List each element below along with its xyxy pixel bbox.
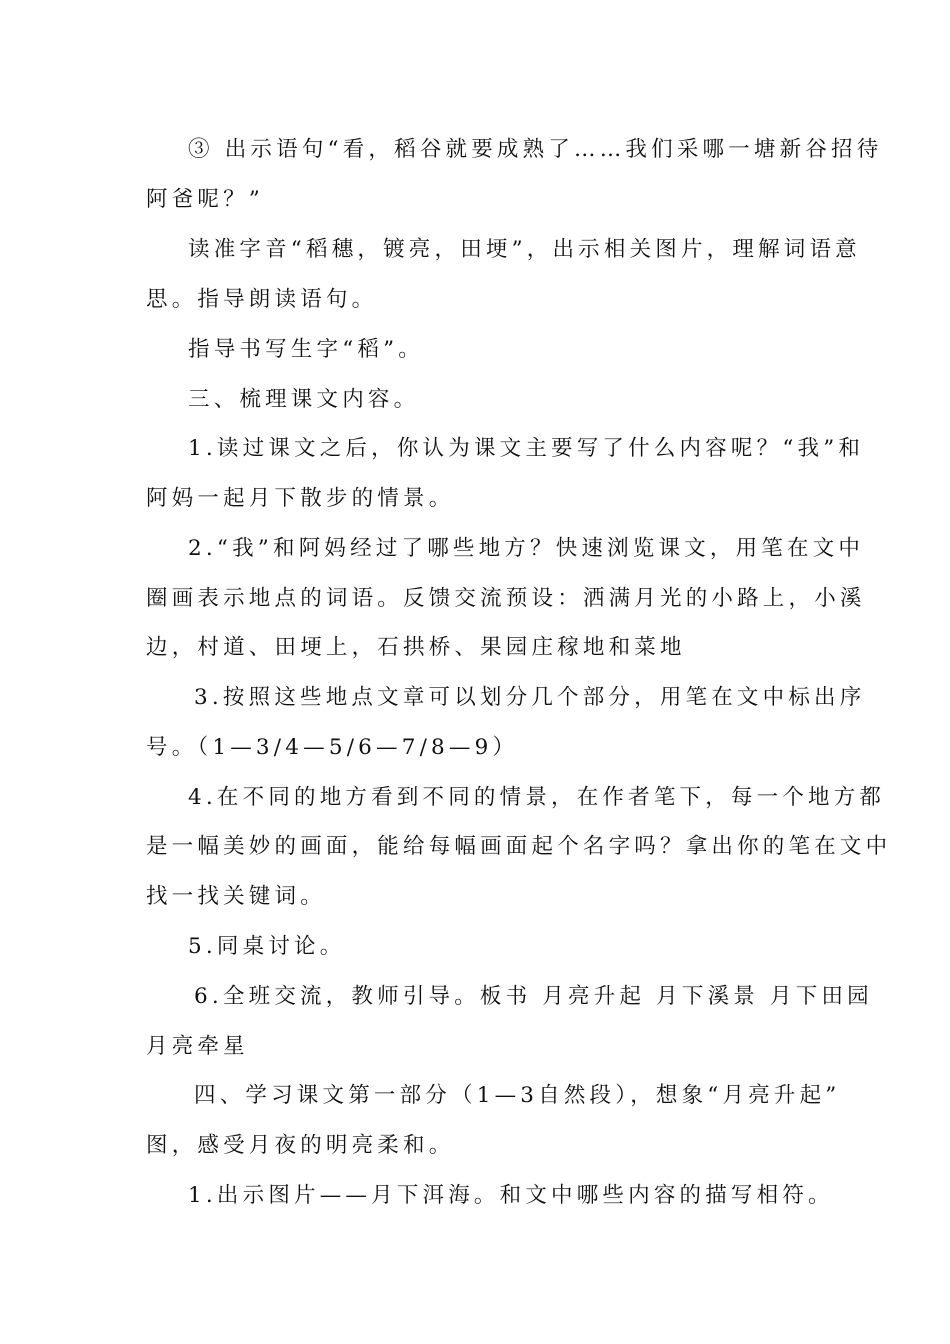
text-line: 圈画表示地点的词语。反馈交流预设：洒满月光的小路上，小溪 <box>146 586 866 611</box>
section-heading: 四、学习课文第一部分（1—3自然段），想象“月亮升起” <box>194 1083 841 1108</box>
text-line: 1.出示图片——月下洱海。和文中哪些内容的描写相符。 <box>188 1183 834 1208</box>
text-line: 1.读过课文之后，你认为课文主要写了什么内容呢？“我”和 <box>188 436 865 461</box>
section-heading: 三、梳理课文内容。 <box>188 387 420 412</box>
text-line: 4.在不同的地方看到不同的情景，在作者笔下，每一个地方都 <box>188 785 886 810</box>
text-line: 阿妈一起月下散步的情景。 <box>146 486 455 511</box>
text-line: 5.同桌讨论。 <box>188 934 346 959</box>
text-line: 思。指导朗读语句。 <box>146 287 378 312</box>
text-line: 3.按照这些地点文章可以划分几个部分，用笔在文中标出序 <box>194 685 866 710</box>
text-line: 6.全班交流，教师引导。板书 月亮升起 月下溪景 月下田园 <box>194 984 873 1009</box>
text-line: 月亮牵星 <box>146 1034 249 1059</box>
text-line: 找一找关键词。 <box>146 884 326 909</box>
text-line: ③ 出示语句“看，稻谷就要成熟了……我们采哪一塘新谷招待 <box>188 137 883 162</box>
text-line: 是一幅美妙的画面，能给每幅画面起个名字吗？拿出你的笔在文中 <box>146 834 892 859</box>
text-line: 号。（1—3/4—5/6—7/8—9） <box>146 735 519 760</box>
text-line: 指导书写生字“稻”。 <box>188 337 424 362</box>
text-line: 2.“我”和阿妈经过了哪些地方？快速浏览课文，用笔在文中 <box>188 536 865 561</box>
text-line: 阿爸呢？” <box>146 187 264 212</box>
text-line: 读准字音“稻穗，镀亮，田埂”，出示相关图片，理解词语意 <box>188 237 861 262</box>
text-line: 图，感受月夜的明亮柔和。 <box>146 1133 455 1158</box>
text-line: 边，村道、田埂上，石拱桥、果园庄稼地和菜地 <box>146 635 686 660</box>
